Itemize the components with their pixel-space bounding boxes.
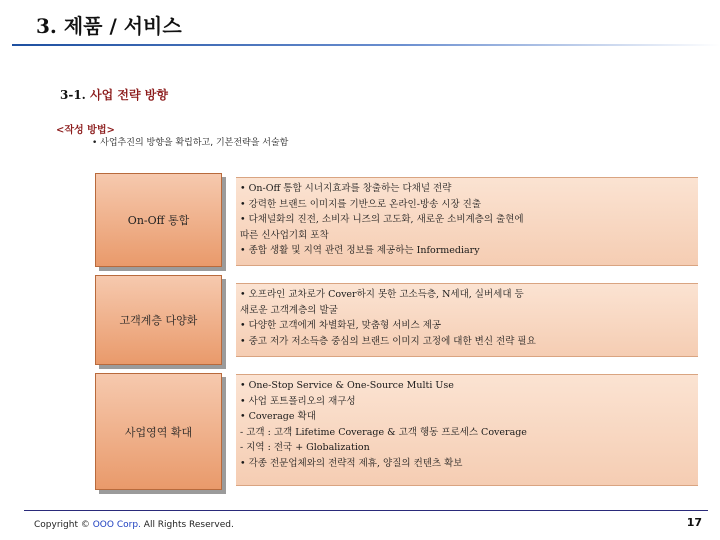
copyright-suffix: All Rights Reserved.	[143, 520, 234, 530]
strategy-label: On-Off 통합	[127, 214, 190, 227]
strategy-label-box	[95, 173, 222, 267]
strategy-label-box	[95, 373, 222, 490]
strategy-line: • On-Off 통합 시너지효과를 창출하는 다채널 전략	[240, 183, 452, 194]
footer-divider	[24, 510, 708, 511]
strategy-line: • 다채널화의 진전, 소비자 니즈의 고도화, 새로운 소비계층의 출현에	[240, 214, 524, 225]
strategy-line: - 지역 : 전국 + Globalization	[240, 442, 370, 453]
strategy-content	[236, 177, 698, 266]
section-number: 3-1.	[60, 88, 86, 102]
page-title: 3. 제품 / 서비스	[36, 14, 182, 38]
strategy-line: • 종합 생활 및 지역 관련 정보를 제공하는 Informediary	[240, 245, 480, 256]
strategy-label: 사업영역 확대	[124, 425, 193, 439]
section-title: 사업 전략 방향	[90, 88, 168, 102]
strategy-line: • 사업 포트폴리오의 재구성	[240, 395, 356, 407]
strategy-line: 새로운 고객계층의 발굴	[240, 304, 338, 316]
strategy-label-box	[95, 275, 222, 365]
strategy-content	[236, 283, 698, 357]
page-number: 17	[686, 516, 702, 529]
strategy-line: • 중고 저가 저소득층 중심의 브랜드 이미지 고정에 대한 변신 전략 필요	[240, 335, 536, 347]
strategy-line: • 오프라인 교차로가 Cover하지 못한 고소득층, N세대, 실버세대 등	[240, 289, 524, 300]
method-label: <작성 방법>	[56, 125, 115, 136]
strategy-line: • 강력한 브랜드 이미지를 기반으로 온라인-방송 시장 진출	[240, 198, 482, 210]
section-heading	[60, 86, 168, 103]
company-name: OOO Corp.	[92, 520, 141, 530]
title-divider	[12, 44, 720, 46]
strategy-line: 따른 신사업기회 포착	[240, 229, 329, 241]
strategy-line: • 다양한 고객에게 차별화된, 맞춤형 서비스 제공	[240, 320, 442, 331]
copyright-prefix: Copyright ©	[34, 520, 90, 530]
strategy-line: • One-Stop Service & One-Source Multi Use	[240, 380, 454, 391]
strategy-line: • Coverage 확대	[240, 411, 316, 422]
strategy-content	[236, 374, 698, 486]
method-description: • 사업추진의 방향을 확립하고, 기본전략을 서술함	[92, 138, 289, 148]
copyright-notice	[34, 520, 234, 530]
strategy-line: • 각종 전문업체와의 전략적 제휴, 양질의 컨텐츠 확보	[240, 457, 463, 469]
strategy-line: - 고객 : 고객 Lifetime Coverage & 고객 행동 프로세스 Coverage	[240, 426, 527, 438]
strategy-label: 고객계층 다양화	[119, 314, 198, 327]
